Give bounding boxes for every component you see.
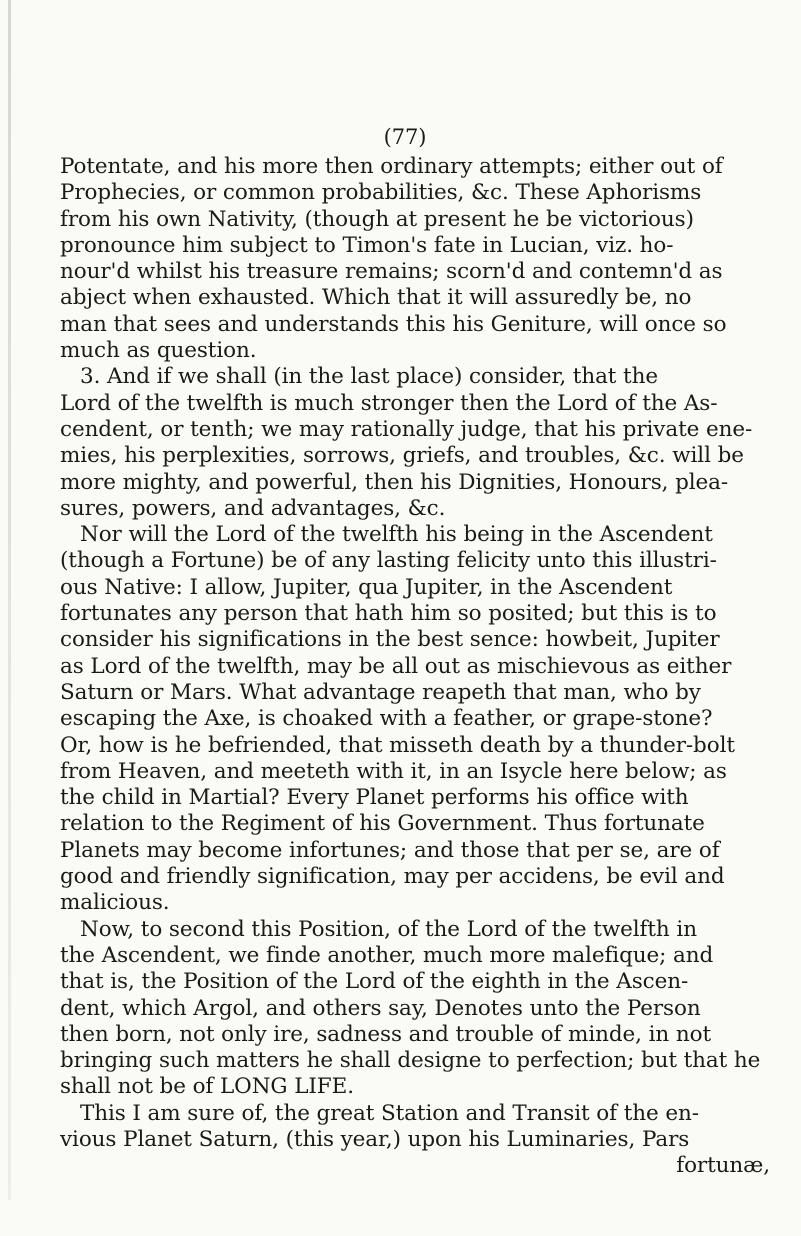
text-line: cendent, or tenth; we may rationally judge, that his private ene- (60, 416, 753, 442)
text-line: from Heaven, and meeteth with it, in an Isycle here below; as (60, 758, 727, 784)
text-line: more mighty, and powerful, then his Dignities, Honours, plea- (60, 469, 729, 495)
text-line: the child in Martial? Every Planet performs his office with (60, 785, 689, 811)
text-block (60, 120, 790, 1180)
text-line: mies, his perplexities, sorrows, griefs, and troubles, &c. will be (60, 443, 744, 469)
page-number: (77) (383, 125, 427, 149)
text-lines (60, 154, 790, 1153)
text-line: abject when exhausted. Which that it will assuredly be, no (60, 285, 692, 311)
text-line: Or, how is he befriended, that misseth death by a thunder-bolt (60, 732, 735, 758)
text-line: the Ascendent, we finde another, much more malefique; and (60, 942, 714, 968)
text-line: ous Native: I allow, Jupiter, qua Jupiter, in the Ascendent (60, 574, 673, 600)
text-line: Potentate, and his more then ordinary attempts; either out of (60, 154, 723, 179)
text-line: good and friendly signification, may per accidens, be evil and (60, 864, 725, 890)
text-line: (though a Fortune) be of any lasting felicity unto this illustri- (60, 548, 717, 574)
text-line: bringing such matters he shall designe to perfection; but that he (60, 1048, 761, 1074)
text-line: sures, powers, and advantages, &c. (60, 495, 446, 521)
text-line: Planets may become infortunes; and those that per se, are of (60, 837, 720, 863)
text-line: dent, which Argol, and others say, Denotes unto the Person (60, 995, 701, 1021)
text-line: 3. And if we shall (in the last place) consider, that the (80, 364, 658, 390)
text-line: pronounce him subject to Timon's fate in Lucian, viz. ho- (60, 232, 674, 258)
catchword: fortunæ, (676, 1153, 770, 1179)
text-line: nour'd whilst his treasure remains; scorn'd and contemn'd as (60, 259, 723, 285)
text-line: much as question. (60, 338, 257, 364)
text-line: Lord of the twelfth is much stronger then the Lord of the As- (60, 390, 718, 416)
text-line: man that sees and understands this his Geniture, will once so (60, 311, 727, 337)
text-line: vious Planet Saturn, (this year,) upon his Luminaries, Pars (60, 1126, 690, 1152)
page-edge (8, 0, 11, 1200)
text-line: Now, to second this Position, of the Lord of the twelfth in (80, 916, 697, 942)
text-line: consider his significations in the best sence: howbeit, Jupiter (60, 627, 720, 653)
text-line: Nor will the Lord of the twelfth his being in the Ascendent (80, 522, 713, 548)
text-line: malicious. (60, 890, 170, 916)
text-line: relation to the Regiment of his Government. Thus fortunate (60, 811, 705, 837)
text-line: This I am sure of, the great Station and Transit of the en- (80, 1100, 699, 1126)
text-line: Saturn or Mars. What advantage reapeth that man, who by (60, 679, 701, 705)
text-line: from his own Nativity, (though at present he be victorious) (60, 206, 694, 232)
text-line: fortunates any person that hath him so posited; but this is to (60, 601, 717, 627)
text-line: escaping the Axe, is choaked with a feather, or grape-stone? (60, 706, 713, 732)
text-line: as Lord of the twelfth, may be all out as mischievous as either (60, 653, 732, 679)
text-line: shall not be of LONG LIFE. (60, 1074, 354, 1100)
text-line: Prophecies, or common probabilities, &c. These Aphorisms (60, 180, 702, 206)
text-line: then born, not only ire, sadness and trouble of minde, in not (60, 1021, 711, 1047)
text-line: that is, the Position of the Lord of the eighth in the Ascen- (60, 969, 689, 995)
